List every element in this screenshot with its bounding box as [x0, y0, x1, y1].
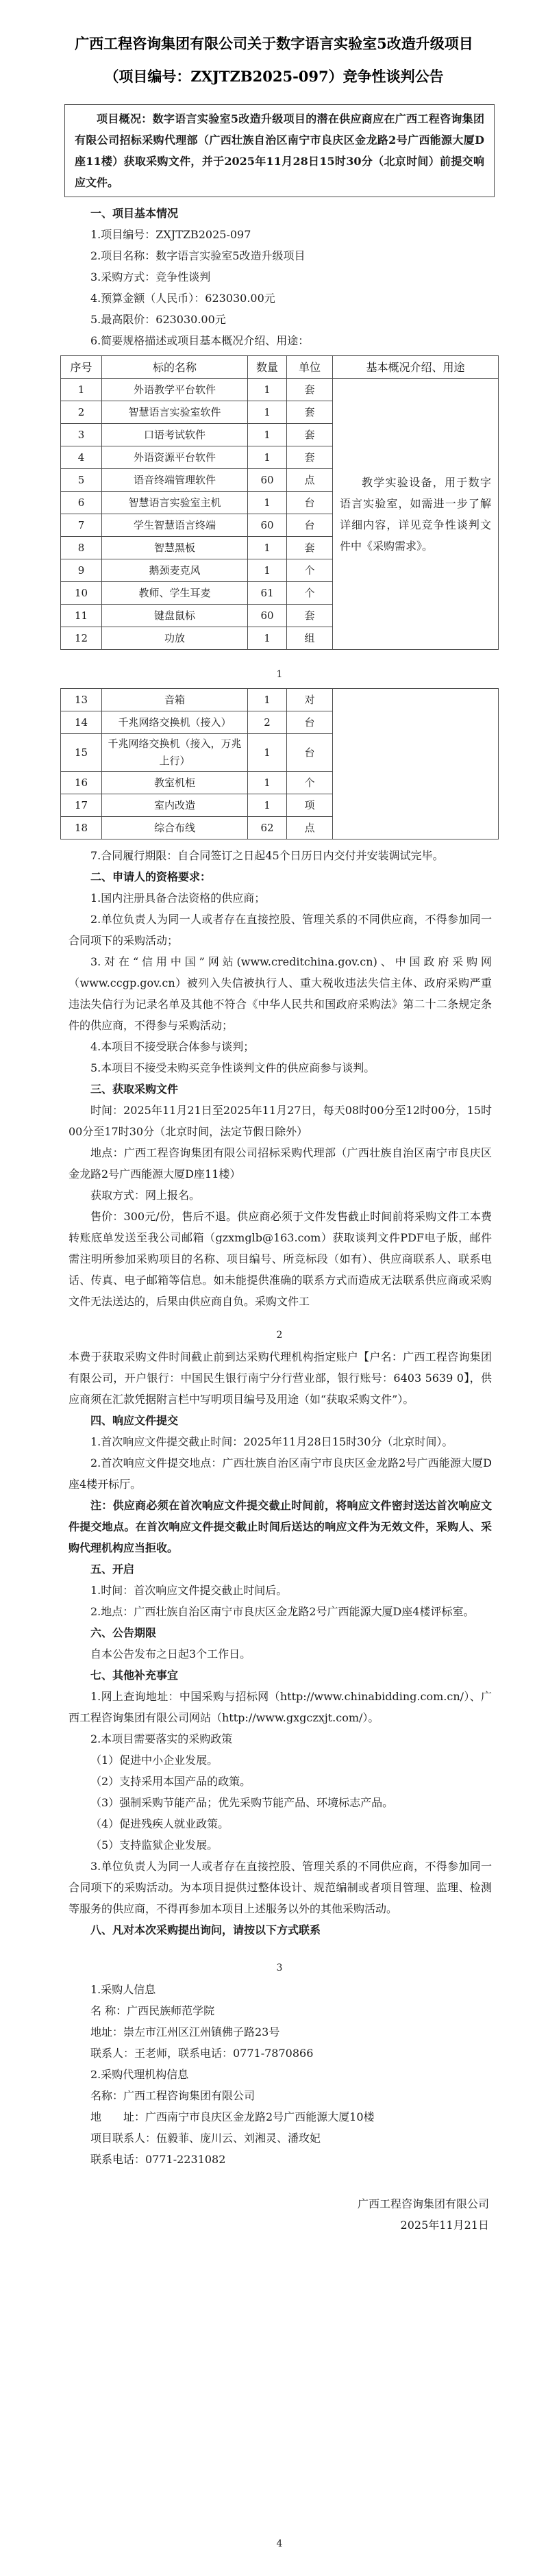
cell-unit: 台: [287, 492, 333, 514]
cell-qty: 60: [248, 514, 287, 537]
table-desc-column: [333, 355, 499, 650]
paragraph: （5）支持监狱企业发展。: [90, 1839, 219, 1852]
paragraph: 地点：广西工程咨询集团有限公司招标采购代理部（广西壮族自治区南宁市良庆区金龙路2号广西能源大厦D座11楼）: [68, 1146, 492, 1180]
paragraph: 1.国内注册具备合法资格的供应商；: [90, 892, 266, 905]
cell-unit: 个: [287, 582, 333, 605]
table-row: [61, 734, 333, 772]
section-8-heading: 八、凡对本次采购提出询问，请按以下方式联系: [90, 1923, 321, 1936]
section-6-heading: 六、公告期限: [90, 1626, 157, 1639]
cell-seq: 17: [61, 794, 102, 817]
continuation-paragraph: 本费于获取采购文件时间截止前到达采购代理机构指定账户【户名：广西工程咨询集团有限公司，开户银行：中国民生银行南宁分行营业部，银行账号：6403 5639 0】，供应商须在汇款凭据附言栏中写明项目编号及用途（如“获取采购文件”）。: [68, 1350, 492, 1406]
cell-unit: 对: [287, 689, 333, 711]
paragraph: 3.采购方式：竞争性谈判: [90, 270, 211, 283]
contact-line: 名称：广西工程咨询集团有限公司: [90, 2089, 256, 2102]
section-7-heading: 七、其他补充事宜: [90, 1669, 179, 1682]
table-row: [61, 424, 333, 446]
paragraph: 2.地点：广西壮族自治区南宁市良庆区金龙路2号广西能源大厦D座4楼评标室。: [90, 1605, 475, 1618]
items-table-left: [60, 355, 333, 650]
paragraph: 5.最高限价：623030.00元: [90, 313, 226, 326]
cell-unit: 台: [287, 514, 333, 537]
cell-seq: 16: [61, 772, 102, 794]
cell-qty: 1: [248, 537, 287, 559]
cell-qty: 1: [248, 689, 287, 711]
section-1-items: [60, 224, 499, 351]
header-unit: 单位: [287, 356, 333, 379]
cell-qty: 1: [248, 401, 287, 424]
cell-qty: 1: [248, 734, 287, 772]
paragraph: 5.本项目不接受未购买竞争性谈判文件的供应商参与谈判。: [90, 1061, 375, 1074]
page-number-3: 3: [276, 1962, 283, 1973]
paragraph: 2.本项目需要落实的采购政策: [90, 1732, 233, 1745]
table-desc-note: 教学实验设备，用于数字语言实验室，如需进一步了解详细内容，详见竞争性谈判文件中《采购需求》。: [340, 475, 491, 553]
table-desc-column-cont: [333, 688, 499, 839]
table-row: [61, 605, 333, 627]
table-row: [61, 559, 333, 582]
page-number-4: 4: [276, 2538, 283, 2549]
contract-term-paragraph: 7.合同履行期限：自合同签订之日起45个日历日内交付并安装调试完毕。: [90, 849, 444, 862]
section-7-items: [60, 1686, 499, 1919]
cell-qty: 1: [248, 772, 287, 794]
cell-name: 语音终端管理软件: [102, 469, 248, 492]
paragraph: （3）强制采购节能产品；优先采购节能产品、环境标志产品。: [90, 1796, 394, 1809]
cell-seq: 1: [61, 379, 102, 401]
cell-unit: 点: [287, 469, 333, 492]
table-row: [61, 469, 333, 492]
cell-unit: 个: [287, 559, 333, 582]
cell-unit: 套: [287, 401, 333, 424]
header-qty: 数量: [248, 356, 287, 379]
contact-line: 联系人：王老师，联系电话：0771-7870866: [90, 2047, 314, 2060]
contact-line: 地址：崇左市江州区江州镇佛子路23号: [90, 2025, 280, 2038]
cell-name: 音箱: [102, 689, 248, 711]
cell-qty: 1: [248, 559, 287, 582]
cell-name: 综合布线: [102, 817, 248, 839]
paragraph: 4.预算金额（人民币）：623030.00元: [90, 292, 275, 305]
cell-unit: 套: [287, 446, 333, 469]
cell-unit: 点: [287, 817, 333, 839]
paragraph: （2）支持采用本国产品的政策。: [90, 1775, 251, 1788]
section-3-heading: 三、获取采购文件: [90, 1083, 179, 1096]
contact-info-block: [60, 1979, 499, 2170]
paragraph: （4）促进残疾人就业政策。: [90, 1817, 229, 1830]
cell-name: 智慧语言实验室主机: [102, 492, 248, 514]
cell-name: 教室机柜: [102, 772, 248, 794]
table-row: [61, 711, 333, 734]
section-5-heading: 五、开启: [90, 1563, 135, 1576]
cell-seq: 6: [61, 492, 102, 514]
cell-seq: 9: [61, 559, 102, 582]
section-5-items: [60, 1580, 499, 1622]
cell-seq: 15: [61, 734, 102, 772]
cell-name: 教师、学生耳麦: [102, 582, 248, 605]
paragraph: 1.项目编号：ZXJTZB2025-097: [90, 228, 251, 241]
paragraph: 获取方式：网上报名。: [90, 1189, 201, 1202]
cell-seq: 11: [61, 605, 102, 627]
section-6-items: [60, 1643, 499, 1665]
items-table-page1: [60, 355, 499, 650]
cell-qty: 1: [248, 379, 287, 401]
paragraph: 1.首次响应文件提交截止时间：2025年11月28日15时30分（北京时间）。: [90, 1435, 453, 1448]
paragraph: 2.项目名称：数字语言实验室5改造升级项目: [90, 249, 306, 262]
cell-name: 智慧语言实验室软件: [102, 401, 248, 424]
cell-qty: 62: [248, 817, 287, 839]
table-row: [61, 817, 333, 839]
cell-seq: 2: [61, 401, 102, 424]
table-row: [61, 514, 333, 537]
cell-unit: 套: [287, 379, 333, 401]
contact-line: 项目联系人：伍毅菲、庞川云、刘湘灵、潘玫妃: [90, 2132, 321, 2145]
contact-line: 地 址：广西南宁市良庆区金龙路2号广西能源大厦10楼: [90, 2110, 375, 2123]
cell-unit: 套: [287, 605, 333, 627]
contact-line: 名 称：广西民族师范学院: [90, 2004, 215, 2017]
cell-seq: 13: [61, 689, 102, 711]
table-row: [61, 627, 333, 650]
cell-name: 外语资源平台软件: [102, 446, 248, 469]
cell-name: 学生智慧语言终端: [102, 514, 248, 537]
cell-qty: 60: [248, 605, 287, 627]
cell-qty: 60: [248, 469, 287, 492]
header-seq: 序号: [61, 356, 102, 379]
cell-qty: 61: [248, 582, 287, 605]
signature-company: 广西工程咨询集团有限公司: [357, 2197, 489, 2210]
cell-seq: 3: [61, 424, 102, 446]
contact-line: 1.采购人信息: [90, 1983, 156, 1996]
paragraph: 1.时间：首次响应文件提交截止时间后。: [90, 1584, 288, 1597]
cell-seq: 8: [61, 537, 102, 559]
table-row: [61, 794, 333, 817]
cell-name: 千兆网络交换机（接入）: [102, 711, 248, 734]
cell-unit: 套: [287, 424, 333, 446]
section-2-heading: 二、申请人的资格要求：: [90, 870, 212, 883]
paragraph: 售价：300元/份，售后不退。供应商必须于文件发售截止时间前将采购文件工本费转账底单发送至我公司邮箱（gzxmglb@163.com）获取谈判文件PDF电子版，邮件需注明所参加采购项目的名称、项目编号、所竞标段（如有）、供应商联系人、联系电话、传真、电子邮箱等信息。如未能提供准确的联系方式而造成无法联系供应商或采购文件无法送达的，后果由供应商自负。采购文件工: [68, 1210, 492, 1308]
cell-seq: 14: [61, 711, 102, 734]
paragraph: 时间：2025年11月21日至2025年11月27日，每天08时00分至12时00分，15时00分至17时30分（北京时间，法定节假日除外）: [68, 1104, 492, 1138]
cell-seq: 18: [61, 817, 102, 839]
cell-unit: 台: [287, 711, 333, 734]
table-row: [61, 401, 333, 424]
cell-seq: 12: [61, 627, 102, 650]
cell-seq: 5: [61, 469, 102, 492]
paragraph: 3.对在“信用中国”网站(www.creditchina.gov.cn)、中国政府采购网（www.ccgp.gov.cn）被列入失信被执行人、重大税收违法失信主体、政府采购严重违法失信行为记录名单及其他不符合《中华人民共和国政府采购法》第二十二条规定条件的供应商，不得参与采购活动；: [68, 955, 492, 1032]
paragraph: 2.首次响应文件提交地点：广西壮族自治区南宁市良庆区金龙路2号广西能源大厦D座4楼开标厅。: [68, 1456, 492, 1491]
cell-seq: 7: [61, 514, 102, 537]
items-table-page2: [60, 688, 499, 839]
paragraph: （1）促进中小企业发展。: [90, 1754, 219, 1767]
cell-seq: 4: [61, 446, 102, 469]
title-line-2: （项目编号：ZXJTZB2025-097）竞争性谈判公告: [104, 68, 444, 85]
cell-name: 智慧黑板: [102, 537, 248, 559]
cell-name: 鹅颈麦克风: [102, 559, 248, 582]
submission-note: 注：供应商必须在首次响应文件提交截止时间前，将响应文件密封送达首次响应文件提交地点。在首次响应文件提交截止时间后送达的响应文件为无效文件，采购人、采购代理机构应当拒收。: [68, 1499, 492, 1554]
items-table-left-cont: [60, 688, 333, 839]
cell-unit: 台: [287, 734, 333, 772]
table-row: [61, 537, 333, 559]
cell-qty: 1: [248, 492, 287, 514]
paragraph: 自本公告发布之日起3个工作日。: [90, 1647, 251, 1660]
header-name: 标的名称: [102, 356, 248, 379]
document-body: [60, 104, 499, 2551]
table-header-row: [61, 356, 333, 379]
cell-name: 室内改造: [102, 794, 248, 817]
cell-unit: 项: [287, 794, 333, 817]
section-1-heading: 一、项目基本情况: [90, 207, 179, 220]
cell-qty: 1: [248, 446, 287, 469]
cell-name: 千兆网络交换机（接入，万兆上行）: [102, 734, 248, 772]
table-row: [61, 492, 333, 514]
paragraph: 6.简要规格描述或项目基本概况介绍、用途：: [90, 334, 310, 347]
section-2-items: [60, 887, 499, 1078]
table-desc-cell: [333, 379, 498, 649]
project-overview-text: 项目概况：数字语言实验室5改造升级项目的潜在供应商应在广西工程咨询集团有限公司招标采购代理部（广西壮族自治区南宁市良庆区金龙路2号广西能源大厦D座11楼）获取采购文件，并于2025年11月28日15时30分（北京时间）前提交响应文件。: [75, 112, 484, 189]
cell-qty: 1: [248, 627, 287, 650]
cell-name: 键盘鼠标: [102, 605, 248, 627]
paragraph: 2.单位负责人为同一人或者存在直接控股、管理关系的不同供应商，不得参加同一合同项下的采购活动；: [68, 913, 492, 947]
table-row: [61, 772, 333, 794]
cell-name: 外语教学平台软件: [102, 379, 248, 401]
cell-name: 口语考试软件: [102, 424, 248, 446]
cell-qty: 1: [248, 794, 287, 817]
table-row: [61, 689, 333, 711]
contact-line: 2.采购代理机构信息: [90, 2068, 189, 2081]
page-number-1: 1: [276, 669, 283, 680]
paragraph: 4.本项目不接受联合体参与谈判；: [90, 1040, 255, 1053]
signature-date: 2025年11月21日: [400, 2219, 489, 2232]
section-4-heading: 四、响应文件提交: [90, 1414, 179, 1427]
paragraph: 3.单位负责人为同一人或者存在直接控股、管理关系的不同供应商，不得参加同一合同项下的采购活动。为本项目提供过整体设计、规范编制或者项目管理、监理、检测等服务的供应商，不得再参加本项目上述服务以外的其他采购活动。: [68, 1860, 492, 1915]
cell-name: 功放: [102, 627, 248, 650]
contact-line: 联系电话：0771-2231082: [90, 2153, 226, 2166]
table-row: [61, 379, 333, 401]
section-4-items: [60, 1431, 499, 1495]
cell-seq: 10: [61, 582, 102, 605]
cell-unit: 套: [287, 537, 333, 559]
cell-unit: 个: [287, 772, 333, 794]
header-desc: 基本概况介绍、用途: [333, 356, 498, 379]
cell-unit: 组: [287, 627, 333, 650]
table-desc-cell-empty: [333, 689, 498, 839]
title-line-1: 广西工程咨询集团有限公司关于数字语言实验室5改造升级项目: [75, 35, 473, 52]
project-overview-box: [64, 104, 495, 197]
table-row: [61, 446, 333, 469]
cell-qty: 1: [248, 424, 287, 446]
cell-qty: 2: [248, 711, 287, 734]
section-3-items: [60, 1100, 499, 1312]
document-title: [41, 27, 507, 93]
page-number-2: 2: [276, 1330, 283, 1341]
paragraph: 1.网上查询地址：中国采购与招标网（http://www.chinabidding.com.cn/）、广西工程咨询集团有限公司网站（http://www.gxgczxjt.com/）。: [68, 1690, 492, 1724]
table-row: [61, 582, 333, 605]
